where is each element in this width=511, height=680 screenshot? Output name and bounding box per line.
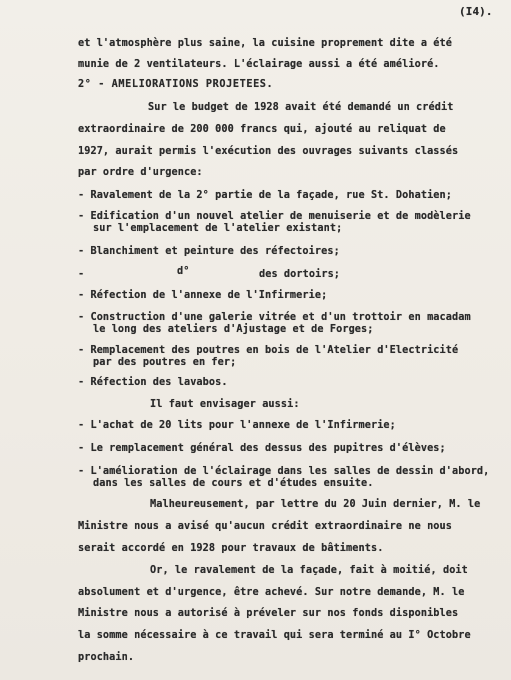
list-item-continuation: sur l'emplacement de l'atelier existant; bbox=[93, 223, 343, 234]
list-item-continuation: le long des ateliers d'Ajustage et de Forges; bbox=[93, 324, 374, 335]
list-item-continuation: par des poutres en fer; bbox=[93, 357, 237, 368]
text-line: 1927, aurait permis l'exécution des ouvrages suivants classés bbox=[78, 146, 459, 157]
text-line: Ministre nous a avisé qu'aucun crédit extraordinaire ne nous bbox=[78, 521, 453, 532]
list-item: - L'achat de 20 lits pour l'annexe de l'Infirmerie; bbox=[78, 420, 396, 431]
list-item: - Edification d'un nouvel atelier de menuiserie et de modèlerie bbox=[78, 211, 471, 222]
section-heading: 2° - AMELIORATIONS PROJETEES. bbox=[78, 79, 274, 90]
list-item: - L'amélioration de l'éclairage dans les salles de dessin d'abord, bbox=[78, 466, 490, 477]
text-line: la somme nécessaire à ce travail qui sera terminé au I° Octobre bbox=[78, 630, 471, 641]
text-line: Ministre nous a autorisé à préveler sur nos fonds disponibles bbox=[78, 608, 459, 619]
list-item: - Remplacement des poutres en bois de l'Atelier d'Electricité bbox=[78, 345, 459, 356]
text-line: par ordre d'urgence: bbox=[78, 167, 203, 178]
text-line: Sur le budget de 1928 avait été demandé un crédit bbox=[148, 102, 454, 113]
text-line: absolument et d'urgence, être achevé. Sur notre demande, M. le bbox=[78, 587, 465, 598]
text-line: Or, le ravalement de la façade, fait à moitié, doit bbox=[150, 565, 468, 576]
list-item-continuation: dans les salles de cours et d'études ensuite. bbox=[93, 478, 374, 489]
list-item: - Ravalement de la 2° partie de la façade, rue St. Dohatien; bbox=[78, 190, 453, 201]
list-item: - Construction d'une galerie vitrée et d'un trottoir en macadam bbox=[78, 312, 471, 323]
list-item: - Blanchiment et peinture des réfectoires; bbox=[78, 246, 340, 257]
list-item-ditto: d° bbox=[177, 266, 190, 277]
page-number: (I4). bbox=[459, 5, 493, 18]
text-line: et l'atmosphère plus saine, la cuisine proprement dite a été bbox=[78, 38, 453, 49]
text-line: Malheureusement, par lettre du 20 Juin dernier, M. le bbox=[150, 499, 481, 510]
list-item: - Réfection de l'annexe de l'Infirmerie; bbox=[78, 290, 328, 301]
text-line: munie de 2 ventilateurs. L'éclairage aussi a été amélioré. bbox=[78, 59, 440, 70]
text-line: Il faut envisager aussi: bbox=[150, 399, 300, 410]
list-item: - Réfection des lavabos. bbox=[78, 377, 228, 388]
list-item: - Le remplacement général des dessus des pupitres d'élèves; bbox=[78, 443, 446, 454]
list-item: des dortoirs; bbox=[259, 269, 341, 280]
text-line: extraordinaire de 200 000 francs qui, ajouté au reliquat de bbox=[78, 124, 446, 135]
text-line: serait accordé en 1928 pour travaux de bâtiments. bbox=[78, 543, 384, 554]
list-item-dash: - bbox=[78, 269, 85, 280]
text-line: prochain. bbox=[78, 652, 135, 663]
